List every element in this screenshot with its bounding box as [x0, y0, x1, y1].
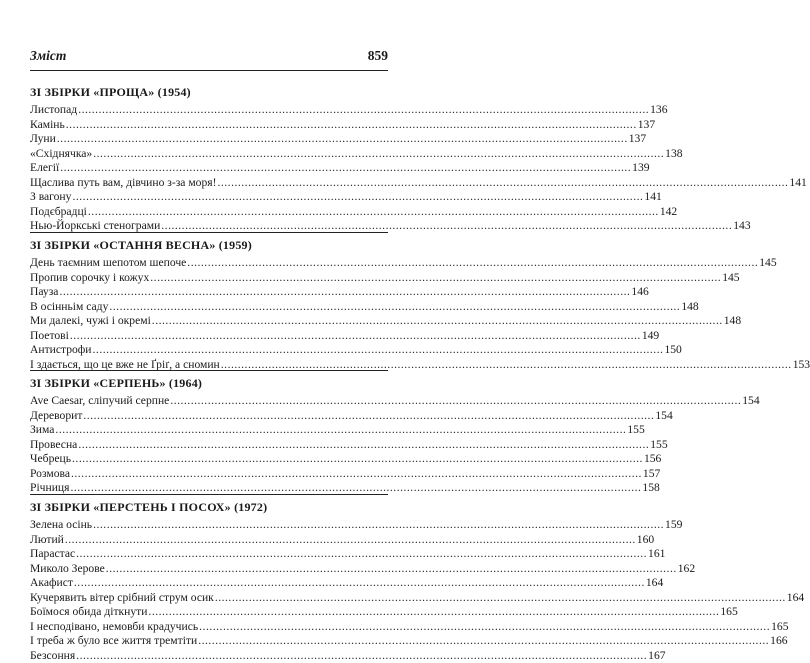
toc-entry[interactable]: [30, 314, 388, 329]
toc-entry[interactable]: [30, 103, 388, 118]
toc-entry[interactable]: [30, 547, 388, 562]
toc-entry[interactable]: [30, 300, 388, 315]
entry-page: 148: [724, 314, 741, 329]
entry-title: Розмова: [30, 467, 70, 482]
toc-entry[interactable]: [30, 132, 388, 147]
dot-leader: [170, 394, 741, 409]
header-rule: [30, 70, 388, 71]
toc-section: [30, 237, 388, 372]
entry-title: «Східнячка»: [30, 147, 92, 162]
entry-page: 149: [642, 329, 659, 344]
entry-title: Ми далекі, чужі і окремі: [30, 314, 151, 329]
entry-page: 165: [720, 605, 737, 620]
dot-leader: [74, 576, 645, 591]
entry-title: Миколо Зерове: [30, 562, 105, 577]
entry-page: 138: [665, 147, 682, 162]
dot-leader: [199, 620, 770, 635]
toc-entry[interactable]: [30, 271, 388, 286]
entry-page: 142: [660, 205, 677, 220]
dot-leader: [150, 271, 721, 286]
dot-leader: [71, 467, 642, 482]
entry-page: 156: [644, 452, 661, 467]
entry-title: І несподівано, немовби крадучись: [30, 620, 198, 635]
dot-leader: [57, 132, 628, 147]
toc-section: [30, 499, 388, 663]
entry-title: Лютий: [30, 533, 64, 548]
entry-page: 164: [646, 576, 663, 591]
dot-leader: [76, 547, 647, 562]
section-title: ЗІ ЗБІРКИ «СЕРПЕНЬ» (1964): [30, 375, 388, 391]
toc-entry[interactable]: [30, 409, 388, 424]
entry-page: 137: [629, 132, 646, 147]
entry-title: Пропив сорочку і кожух: [30, 271, 149, 286]
dot-leader: [76, 649, 647, 663]
entry-title: Ave Caesar, сліпучий серпне: [30, 394, 169, 409]
dot-leader: [78, 103, 649, 118]
entry-title: Зелена осінь: [30, 518, 92, 533]
entry-page: 145: [759, 256, 776, 271]
section-title: ЗІ ЗБІРКИ «ОСТАННЯ ВЕСНА» (1959): [30, 237, 388, 253]
entry-page: 157: [643, 467, 660, 482]
dot-leader: [93, 518, 664, 533]
dot-leader: [148, 605, 719, 620]
dot-leader: [66, 118, 637, 133]
toc-entry[interactable]: [30, 147, 388, 162]
dot-leader: [72, 190, 643, 205]
entry-page: 155: [650, 438, 667, 453]
dot-leader: [93, 343, 664, 358]
dot-leader: [78, 438, 649, 453]
entry-title: Боїмося обида діткнути: [30, 605, 147, 620]
toc-entry[interactable]: [30, 562, 388, 577]
entry-page: 154: [655, 409, 672, 424]
toc-entry[interactable]: [30, 467, 388, 482]
toc-entry[interactable]: [30, 533, 388, 548]
entry-title: Провесна: [30, 438, 77, 453]
entry-page: 137: [638, 118, 655, 133]
entry-page: 165: [771, 620, 788, 635]
dot-leader: [217, 176, 788, 191]
entry-page: 146: [631, 285, 648, 300]
toc-entry[interactable]: [30, 205, 388, 220]
toc-entry[interactable]: [30, 190, 388, 205]
entry-page: 158: [642, 481, 659, 496]
dot-leader: [93, 147, 664, 162]
toc-entry[interactable]: [30, 423, 388, 438]
dot-leader: [65, 533, 636, 548]
entry-title: Чебрець: [30, 452, 71, 467]
entry-title: Подєбрадці: [30, 205, 87, 220]
toc-entry[interactable]: [30, 329, 388, 344]
entry-page: 141: [789, 176, 806, 191]
toc-entry[interactable]: [30, 620, 388, 635]
dot-leader: [109, 300, 680, 315]
entry-title: Кучерявить вітер срібний струм осик: [30, 591, 214, 606]
toc-entry[interactable]: [30, 634, 388, 649]
running-header: [30, 48, 388, 64]
toc-entry[interactable]: [30, 161, 388, 176]
dot-leader: [215, 591, 786, 606]
entry-page: 164: [787, 591, 804, 606]
entry-page: 161: [648, 547, 665, 562]
header-page-number: 859: [368, 48, 388, 64]
toc-entry[interactable]: [30, 118, 388, 133]
entry-page: 167: [648, 649, 665, 663]
entry-page: 166: [770, 634, 787, 649]
toc-entry[interactable]: [30, 256, 388, 271]
entry-title: В осінньім саду: [30, 300, 108, 315]
entry-page: 160: [637, 533, 654, 548]
entry-title: З вагону: [30, 190, 71, 205]
section-rule: [30, 370, 388, 371]
entry-title: І здається, що це вже не Ґріґ, а сномин: [30, 358, 220, 373]
toc-section: [30, 84, 388, 234]
dot-leader: [60, 161, 631, 176]
dot-leader: [106, 562, 677, 577]
entry-title: Безсоння: [30, 649, 75, 663]
dot-leader: [59, 285, 630, 300]
section-title: ЗІ ЗБІРКИ «ПЕРСТЕНЬ І ПОСОХ» (1972): [30, 499, 388, 515]
dot-leader: [88, 205, 659, 220]
toc-entry[interactable]: [30, 394, 388, 409]
toc-entry[interactable]: [30, 438, 388, 453]
entry-title: День таємним шепотом шепоче: [30, 256, 186, 271]
entry-title: Елегії: [30, 161, 59, 176]
entry-title: Антистрофи: [30, 343, 92, 358]
entry-title: І треба ж було все життя тремтіти: [30, 634, 197, 649]
entry-page: 153: [793, 358, 810, 373]
entry-page: 155: [627, 423, 644, 438]
entry-title: Листопад: [30, 103, 77, 118]
entry-title: Дереворит: [30, 409, 82, 424]
section-rule: [30, 494, 388, 495]
entry-title: Пауза: [30, 285, 58, 300]
section-title: ЗІ ЗБІРКИ «ПРОЩА» (1954): [30, 84, 388, 100]
entry-page: 145: [722, 271, 739, 286]
entry-title: Луни: [30, 132, 56, 147]
entry-title: Щаслива путь вам, дівчино з-за моря!: [30, 176, 216, 191]
entry-title: Акафист: [30, 576, 73, 591]
entry-page: 159: [665, 518, 682, 533]
entry-title: Камінь: [30, 118, 65, 133]
toc-entry[interactable]: [30, 605, 388, 620]
header-title: Зміст: [30, 48, 66, 64]
toc-entry[interactable]: [30, 452, 388, 467]
dot-leader: [55, 423, 626, 438]
entry-page: 148: [681, 300, 698, 315]
entry-page: 150: [664, 343, 681, 358]
entry-page: 136: [650, 103, 667, 118]
entry-title: Поетові: [30, 329, 69, 344]
dot-leader: [187, 256, 758, 271]
toc-entry[interactable]: [30, 649, 388, 663]
toc-entry[interactable]: [30, 576, 388, 591]
section-rule: [30, 232, 388, 233]
entry-title: Парастас: [30, 547, 75, 562]
dot-leader: [70, 329, 641, 344]
entry-page: 143: [733, 219, 750, 234]
entry-page: 141: [644, 190, 661, 205]
toc-entry[interactable]: [30, 591, 388, 606]
dot-leader: [83, 409, 654, 424]
toc-entry[interactable]: [30, 343, 388, 358]
entry-page: 162: [678, 562, 695, 577]
toc-entry[interactable]: [30, 518, 388, 533]
entry-title: Зима: [30, 423, 54, 438]
toc-entry[interactable]: [30, 285, 388, 300]
entry-title: Нью-Йоркські стенограми: [30, 219, 160, 234]
dot-leader: [72, 452, 643, 467]
toc-section: [30, 375, 388, 496]
toc-entry[interactable]: [30, 176, 388, 191]
dot-leader: [152, 314, 723, 329]
entry-page: 154: [742, 394, 759, 409]
entry-page: 139: [632, 161, 649, 176]
entry-title: Річниця: [30, 481, 69, 496]
dot-leader: [198, 634, 769, 649]
